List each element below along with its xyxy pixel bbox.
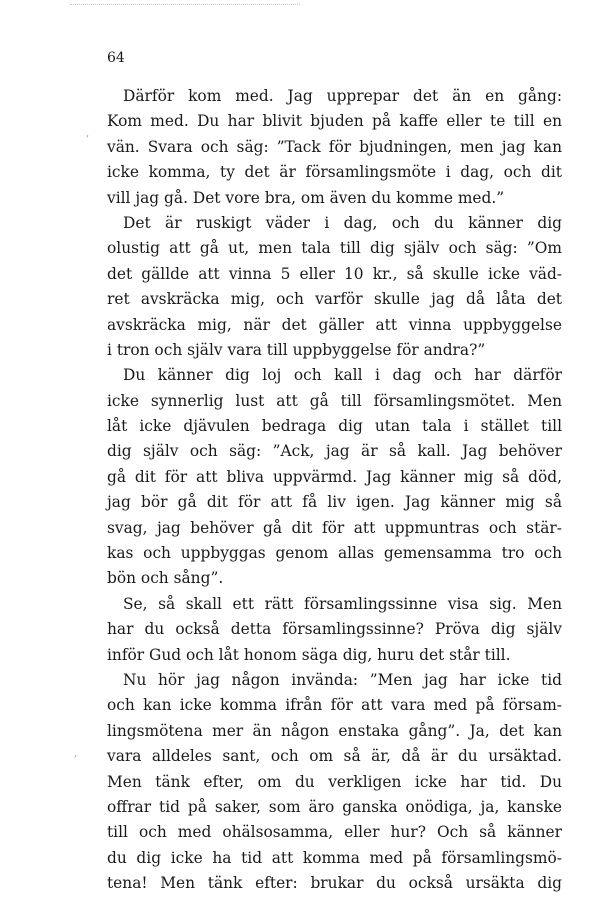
text-line: jag bör gå dit för att få liv igen. Jag känner mig så <box>107 493 562 512</box>
text-line: inför Gud och låt honom säga dig, huru det står till. <box>107 645 511 664</box>
text-line: låt icke djävulen bedraga dig utan tala i stället till <box>107 417 562 436</box>
text-line: dig själv och säg: ”Ack, jag är så kall. Jag behöver <box>107 442 562 461</box>
text-line: Kom med. Du har blivit bjuden på kaffe eller te till en <box>107 112 562 131</box>
text-line: avskräcka mig, när det gäller att vinna uppbyggelse <box>107 315 562 334</box>
text-line: kas och uppbyggas genom allas gemensamma tro och <box>107 544 562 563</box>
text-line: icke synnerlig lust att gå till församlingsmötet. Men <box>107 391 562 410</box>
margin-speck: , <box>86 128 90 139</box>
text-line: och kan icke komma ifrån för att vara med på försam- <box>107 696 562 715</box>
body-text <box>107 84 562 897</box>
text-line: du dig icke ha tid att komma med på församlingsmö- <box>107 848 562 867</box>
text-line: i tron och själv vara till uppbyggelse för andra?” <box>107 340 486 359</box>
text-line: Du känner dig loj och kall i dag och har därför <box>123 366 562 385</box>
text-line: olustig att gå ut, men tala till dig själv och säg: ”Om <box>107 239 562 258</box>
margin-speck: , <box>74 748 78 759</box>
text-line: Därför kom med. Jag upprepar det än en gång: <box>123 87 562 105</box>
text-line: bön och sång”. <box>107 569 224 588</box>
text-line: vän. Svara och säg: ”Tack för bjudningen, men jag kan <box>107 137 562 156</box>
text-line: vara alldeles sant, och om så är, då är du ursäktad. <box>107 747 562 766</box>
text-line: Det är ruskigt väder i dag, och du känner dig <box>123 213 562 232</box>
text-line: Men tänk efter, om du verkligen icke har tid. Du <box>107 772 562 791</box>
text-line: till och med ohälsosamma, eller hur? Och så känner <box>107 823 562 842</box>
text-line: ret avskräcka mig, och varför skulle jag då låta det <box>107 290 562 309</box>
text-line: det gällde att vinna 5 eller 10 kr., så skulle icke väd- <box>107 264 562 283</box>
top-dotted-rule <box>70 4 300 5</box>
text-line: tena! Men tänk efter: brukar du också ursäkta dig <box>107 874 562 893</box>
text-line: gå dit för att bliva uppvärmd. Jag känner mig så död, <box>107 467 562 486</box>
text-line: Nu hör jag någon invända: ”Men jag har icke tid <box>123 670 562 689</box>
text-line: Se, så skall ett rätt församlingssinne visa sig. Men <box>123 594 562 613</box>
page-number: 64 <box>107 50 125 66</box>
text-line: lingsmötena mer än någon enstaka gång”. Ja, det kan <box>107 721 562 740</box>
text-line: icke komma, ty det är församlingsmöte i dag, och dit <box>107 163 562 182</box>
text-line: offrar tid på saker, som äro ganska onödiga, ja, kanske <box>107 797 562 816</box>
text-line: svag, jag behöver gå dit för att uppmuntras och stär- <box>107 518 562 537</box>
text-line: vill jag gå. Det vore bra, om även du komme med.” <box>107 188 505 207</box>
text-line: har du också detta församlingssinne? Pröva dig själv <box>107 620 562 639</box>
